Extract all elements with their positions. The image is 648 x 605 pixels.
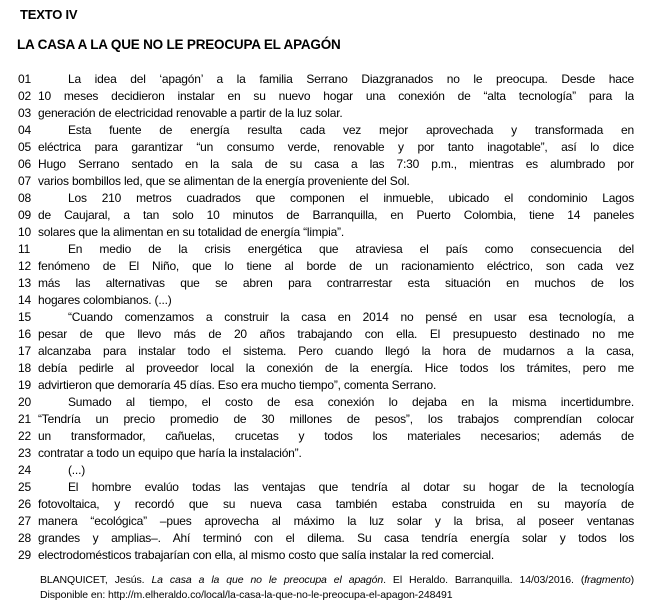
line-number: 03 bbox=[18, 106, 31, 120]
text-line bbox=[18, 258, 634, 275]
text-line bbox=[18, 530, 634, 547]
line-number: 15 bbox=[18, 310, 31, 324]
line-text: 10 meses decidieron instalar en su nuevo hogar una conexión de “alta tecnología” para la bbox=[38, 89, 634, 103]
line-number: 12 bbox=[18, 259, 31, 273]
text-number-label: TEXTO IV bbox=[20, 7, 78, 22]
text-line bbox=[18, 190, 634, 207]
citation-availability: Disponible en: http://m.elheraldo.co/local/la-casa-la-que-no-le-preocupa-el-apagon-248491 bbox=[40, 589, 453, 601]
line-text: pesar de que llevo más de 20 años trabajando con ella. El presupuesto destinado no me bbox=[38, 327, 634, 341]
line-text: El hombre evalúo todas las ventajas que tendría al dotar su hogar de la tecnología bbox=[68, 480, 634, 494]
line-number: 07 bbox=[18, 174, 31, 188]
text-line bbox=[18, 360, 634, 377]
line-text: La idea del ‘apagón’ a la familia Serrano Diazgranados no le preocupa. Desde hace bbox=[68, 72, 634, 86]
text-line bbox=[18, 377, 634, 394]
text-line bbox=[18, 122, 634, 139]
line-text: alcanzaba para instalar todo el sistema. Pero cuando llegó la hora de mudarnos a la casa, bbox=[38, 344, 634, 358]
text-lines bbox=[18, 71, 634, 564]
line-text: varios bombillos led, que se alimentan de la energía proveniente del Sol. bbox=[38, 174, 410, 188]
text-line bbox=[18, 462, 634, 479]
text-line bbox=[18, 428, 634, 445]
line-text: más las alternativas que se abren para contrarrestar esta situación en muchos de los bbox=[38, 276, 634, 290]
citation-work-title: La casa a la que no le preocupa el apagón bbox=[151, 574, 384, 586]
line-number: 25 bbox=[18, 480, 31, 494]
citation-closing: ) bbox=[630, 574, 635, 586]
line-number: 14 bbox=[18, 293, 31, 307]
text-line bbox=[18, 343, 634, 360]
line-text: Los 210 metros cuadrados que componen el inmueble, ubicado el condominio Lagos bbox=[68, 191, 634, 205]
citation-author: BLANQUICET, Jesús. bbox=[40, 574, 152, 586]
line-number: 18 bbox=[18, 361, 31, 375]
text-line bbox=[18, 105, 634, 122]
line-text: fenómeno de El Niño, que lo tiene al borde de un racionamiento eléctrico, son cada vez bbox=[38, 259, 634, 273]
line-number: 21 bbox=[18, 412, 31, 426]
text-line bbox=[18, 513, 634, 530]
line-text: Hugo Serrano sentado en la sala de su casa a las 7:30 p.m., mientras es alumbrado por bbox=[38, 157, 634, 171]
text-line bbox=[18, 71, 634, 88]
text-line bbox=[18, 326, 634, 343]
text-line bbox=[18, 479, 634, 496]
line-text: solares que la alimentan en su totalidad de energía “limpia”. bbox=[38, 225, 344, 239]
line-number: 26 bbox=[18, 497, 31, 511]
text-line bbox=[18, 241, 634, 258]
text-line bbox=[18, 292, 634, 309]
line-text: debía pedirle al proveedor local la conexión de la energía. Hice todos los trámites, pero me bbox=[38, 361, 634, 375]
line-text: electrodomésticos trabajarían con ella, al mismo costo que salía instalar la red comercial. bbox=[38, 548, 495, 562]
line-number: 20 bbox=[18, 395, 31, 409]
citation-reference bbox=[40, 573, 634, 588]
line-text: un transformador, cañuelas, crucetas y todos los materiales necesarios; además de bbox=[38, 429, 634, 443]
line-number: 01 bbox=[18, 72, 31, 86]
line-number: 09 bbox=[18, 208, 31, 222]
line-number: 10 bbox=[18, 225, 31, 239]
citation bbox=[40, 573, 634, 603]
text-line bbox=[18, 547, 634, 564]
text-line bbox=[18, 496, 634, 513]
text-line bbox=[18, 139, 634, 156]
text-line bbox=[18, 309, 634, 326]
line-text: grandes y amplias–. Ahí terminó con el dilema. Su casa tendría energía solar y todos los bbox=[38, 531, 634, 545]
citation-fragment: fragmento bbox=[584, 574, 631, 586]
line-number: 08 bbox=[18, 191, 31, 205]
citation-source: . El Heraldo. Barranquilla. 14/03/2016. ( bbox=[383, 574, 585, 586]
line-number: 06 bbox=[18, 157, 31, 171]
line-number: 13 bbox=[18, 276, 31, 290]
line-number: 24 bbox=[18, 463, 31, 477]
text-line bbox=[18, 207, 634, 224]
document-title: LA CASA A LA QUE NO LE PREOCUPA EL APAGÓN bbox=[17, 37, 341, 52]
line-text: fotovoltaica, y recordó que su nueva casa también estaba construida en su mayoría de bbox=[38, 497, 634, 511]
line-number: 16 bbox=[18, 327, 31, 341]
text-line bbox=[18, 88, 634, 105]
line-text: Sumado al tiempo, el costo de esa conexión lo dejaba en la misma incertidumbre. bbox=[68, 395, 634, 409]
line-text: generación de electricidad renovable a partir de la luz solar. bbox=[38, 106, 343, 120]
line-text: advirtieron que demoraría 45 días. Eso era mucho tiempo”, comenta Serrano. bbox=[38, 378, 437, 392]
line-text: eléctrica para garantizar “un consumo verde, renovable y por tanto inagotable”, así lo dice bbox=[38, 140, 634, 154]
line-text: manera “ecológica” –pues aprovecha al máximo la luz solar y la brisa, al poseer ventanas bbox=[38, 514, 634, 528]
line-number: 17 bbox=[18, 344, 31, 358]
line-text: contratar a todo un equipo que haría la instalación”. bbox=[38, 446, 302, 460]
text-line bbox=[18, 156, 634, 173]
line-number: 22 bbox=[18, 429, 31, 443]
text-line bbox=[18, 445, 634, 462]
line-text: “Cuando comenzamos a construir la casa en 2014 no pensé en usar esa tecnología, a bbox=[68, 310, 634, 324]
text-line bbox=[18, 411, 634, 428]
line-number: 27 bbox=[18, 514, 31, 528]
line-text: hogares colombianos. (...) bbox=[38, 293, 172, 307]
line-number: 11 bbox=[18, 242, 31, 256]
line-number: 28 bbox=[18, 531, 31, 545]
line-number: 23 bbox=[18, 446, 31, 460]
line-text: En medio de la crisis energética que atraviesa el país como consecuencia del bbox=[68, 242, 634, 256]
text-line bbox=[18, 224, 634, 241]
line-number: 04 bbox=[18, 123, 31, 137]
text-line bbox=[18, 173, 634, 190]
line-text: (...) bbox=[68, 463, 85, 477]
text-line bbox=[18, 275, 634, 292]
line-text: Esta fuente de energía resulta cada vez mejor aprovechada y transformada en bbox=[68, 123, 634, 137]
line-number: 29 bbox=[18, 548, 31, 562]
line-text: “Tendría un precio promedio de 30 millones de pesos”, los trabajos comprendían colocar bbox=[38, 412, 634, 426]
line-text: de Caujaral, a tan solo 10 minutos de Barranquilla, en Puerto Colombia, tiene 14 paneles bbox=[38, 208, 634, 222]
text-line bbox=[18, 394, 634, 411]
line-number: 02 bbox=[18, 89, 31, 103]
line-number: 05 bbox=[18, 140, 31, 154]
line-number: 19 bbox=[18, 378, 31, 392]
